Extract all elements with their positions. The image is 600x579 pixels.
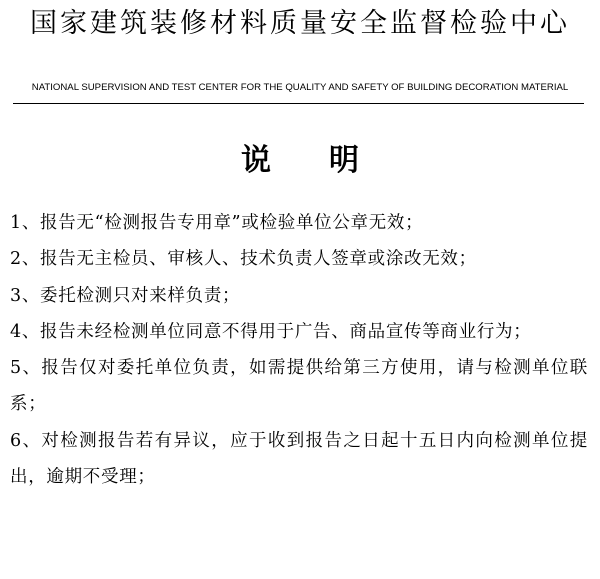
note-item: 5、报告仅对委托单位负责，如需提供给第三方使用，请与检测单位联系； xyxy=(10,358,588,415)
note-item: 4、报告未经检测单位同意不得用于广告、商品宣传等商业行为； xyxy=(10,321,532,342)
note-item: 2、报告无主检员、审核人、技术负责人签章或涂改无效； xyxy=(10,249,477,270)
note-item: 3、委托检测只对来样负责； xyxy=(10,285,241,306)
notes-list xyxy=(10,205,588,495)
header-divider xyxy=(13,103,584,104)
center-name-english: NATIONAL SUPERVISION AND TEST CENTER FOR THE QUALITY AND SAFETY OF BUILDING DECORATION MATERIAL xyxy=(31,82,569,93)
page-title: 说明 xyxy=(241,143,417,178)
note-item: 1、报告无“检测报告专用章”或检验单位公章无效； xyxy=(10,213,424,233)
center-name-title: 国家建筑装修材料质量安全监督检验中心 xyxy=(30,8,570,39)
note-item: 6、对检测报告若有异议，应于收到报告之日起十五日内向检测单位提出，逾期不受理； xyxy=(10,430,588,488)
